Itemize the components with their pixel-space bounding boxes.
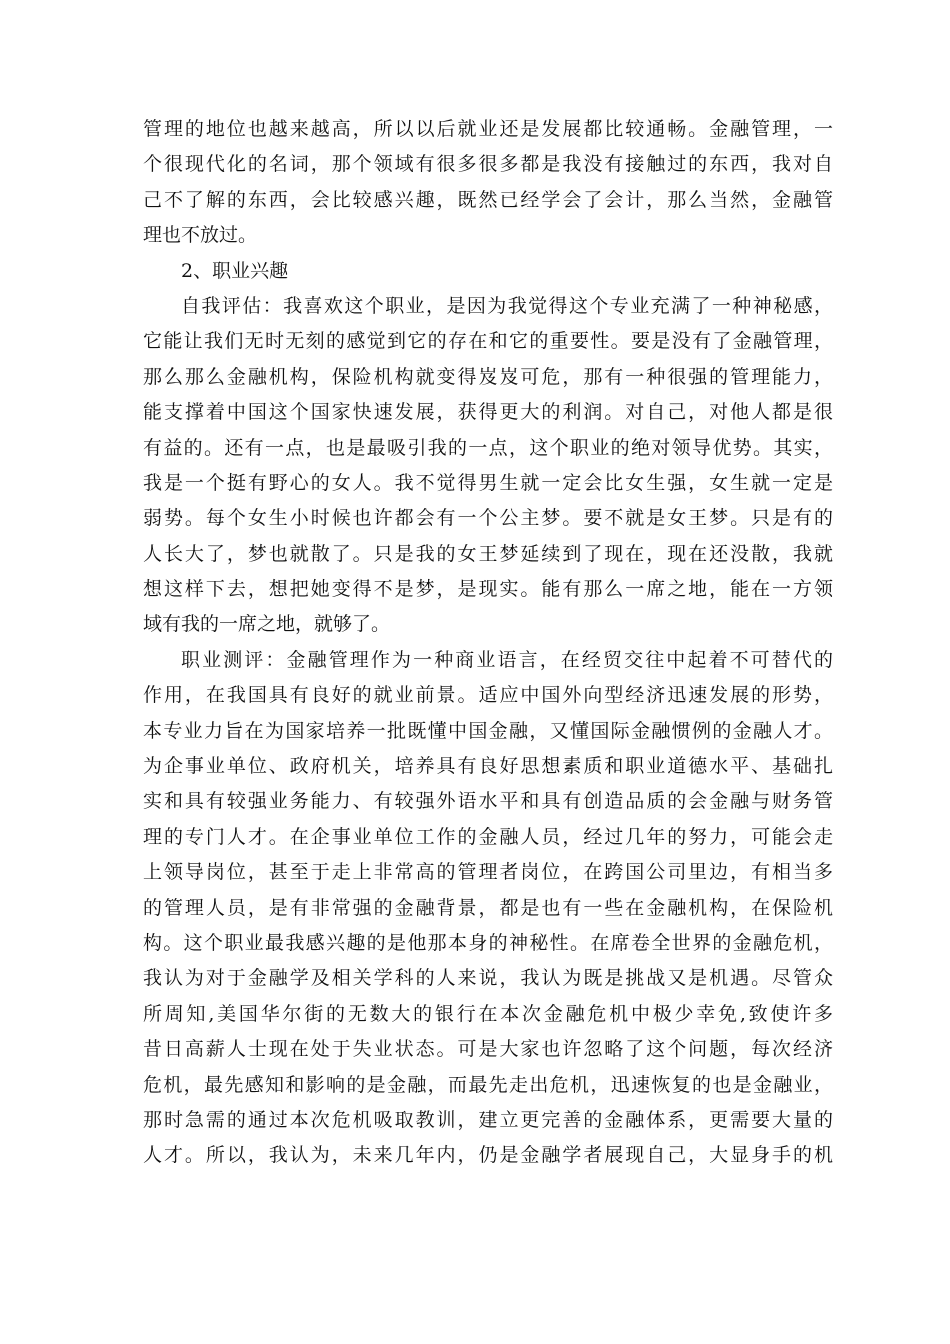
text-line: 昔日高薪人士现在处于失业状态。可是大家也许忽略了这个问题，每次经济 <box>143 1038 833 1061</box>
document-body <box>143 112 833 1174</box>
paragraph-3 <box>143 643 833 1174</box>
text-line: 那么那么金融机构，保险机构就变得岌岌可危，那有一种很强的管理能力， <box>143 365 833 388</box>
text-line: 为企事业单位、政府机关，培养具有良好思想素质和职业道德水平、基础扎 <box>143 755 833 778</box>
text-line: 域有我的一席之地，就够了。 <box>143 613 391 636</box>
text-line: 我认为对于金融学及相关学科的人来说，我认为既是挑战又是机遇。尽管众 <box>143 967 833 990</box>
text-line: 的管理人员，是有非常强的金融背景，都是也有一些在金融机构，在保险机 <box>143 896 833 919</box>
text-line: 职业测评：金融管理作为一种商业语言，在经贸交往中起着不可替代的 <box>181 648 833 671</box>
text-line: 那时急需的通过本次危机吸取教训，建立更完善的金融体系，更需要大量的 <box>143 1108 833 1131</box>
text-line: 所周知,美国华尔街的无数大的银行在本次金融危机中极少幸免,致使许多 <box>143 1002 833 1025</box>
text-line: 人才。所以，我认为，未来几年内，仍是金融学者展现自己，大显身手的机 <box>143 1144 833 1167</box>
paragraph-1 <box>143 112 833 254</box>
text-line: 构。这个职业最我感兴趣的是他那本身的神秘性。在席卷全世界的金融危机， <box>143 931 833 954</box>
text-line: 个很现代化的名词，那个领域有很多很多都是我没有接触过的东西，我对自 <box>143 153 833 176</box>
section-heading: 2、职业兴趣 <box>181 259 289 282</box>
text-line: 实和具有较强业务能力、有较强外语水平和具有创造品质的会金融与财务管 <box>143 790 833 813</box>
text-line: 管理的地位也越来越高，所以以后就业还是发展都比较通畅。金融管理，一 <box>143 118 833 140</box>
text-line: 危机，最先感知和影响的是金融，而最先走出危机，迅速恢复的也是金融业， <box>143 1073 833 1096</box>
text-line: 人长大了，梦也就散了。只是我的女王梦延续到了现在，现在还没散，我就 <box>143 542 833 565</box>
text-line: 上领导岗位，甚至于走上非常高的管理者岗位，在跨国公司里边，有相当多 <box>143 861 833 884</box>
text-line: 理也不放过。 <box>143 224 258 247</box>
text-line: 它能让我们无时无刻的感觉到它的存在和它的重要性。要是没有了金融管理， <box>143 330 833 353</box>
text-line: 我是一个挺有野心的女人。我不觉得男生就一定会比女生强，女生就一定是 <box>143 471 833 494</box>
text-line: 作用，在我国具有良好的就业前景。适应中国外向型经济迅速发展的形势， <box>143 684 833 707</box>
text-line: 理的专门人才。在企事业单位工作的金融人员，经过几年的努力，可能会走 <box>143 825 833 848</box>
text-line: 弱势。每个女生小时候也许都会有一个公主梦。要不就是女王梦。只是有的 <box>143 507 833 530</box>
text-line: 有益的。还有一点，也是最吸引我的一点，这个职业的绝对领导优势。其实， <box>143 436 833 459</box>
text-line: 本专业力旨在为国家培养一批既懂中国金融，又懂国际金融惯例的金融人才。 <box>143 719 833 742</box>
text-line: 自我评估：我喜欢这个职业，是因为我觉得这个专业充满了一种神秘感， <box>181 294 833 317</box>
paragraph-2 <box>143 289 833 643</box>
text-line: 能支撑着中国这个国家快速发展，获得更大的利润。对自己，对他人都是很 <box>143 401 833 424</box>
text-line: 己不了解的东西，会比较感兴趣，既然已经学会了会计，那么当然，金融管 <box>143 188 833 211</box>
text-line: 想这样下去，想把她变得不是梦，是现实。能有那么一席之地，能在一方领 <box>143 578 833 601</box>
